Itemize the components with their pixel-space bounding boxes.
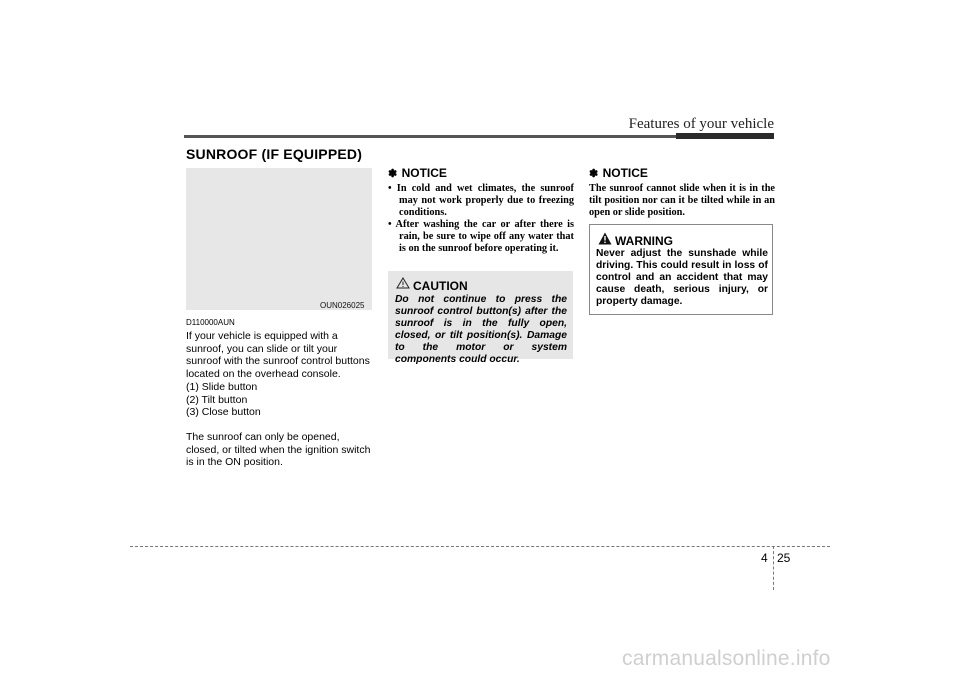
- notice-star-icon: ✽: [388, 168, 398, 180]
- notice-title: NOTICE: [401, 166, 447, 180]
- notice-star-icon: ✽: [589, 168, 599, 180]
- intro-text: [186, 330, 372, 469]
- notice-bullet: • After washing the car or after there is rain, be sure to wipe off any water that is on the sunroof before operating it.: [388, 219, 574, 254]
- notice-text: The sunroof cannot slide when it is in the tilt position nor can it be tilted while in an open or slide position.: [589, 183, 775, 218]
- header-tab-bar: [676, 133, 774, 139]
- page-number: 25: [777, 551, 791, 565]
- intro-paragraph: If your vehicle is equipped with a sunroof, you can slide or tilt your sunroof with the sunroof control buttons located on the overhead console.: [186, 330, 370, 381]
- caution-text: Do not continue to press the sunroof control button(s) after the sunroof is in the fully open, closed, or tilt position(s). Damage to the motor or system components could occur.: [395, 294, 567, 365]
- footer-rule: [130, 546, 830, 547]
- notice-heading: [589, 166, 775, 180]
- warning-triangle-icon: [598, 232, 612, 245]
- ignition-paragraph: The sunroof can only be opened, closed, or tilted when the ignition switch is in the ON position.: [186, 430, 371, 469]
- section-title: SUNROOF (IF EQUIPPED): [186, 146, 363, 162]
- running-header: Features of your vehicle: [628, 116, 774, 132]
- figure-code: OUN026025: [320, 301, 365, 310]
- button-list-item: (1) Slide button: [186, 380, 258, 393]
- notice-block-2: [589, 166, 775, 219]
- notice-block-1: [388, 166, 574, 255]
- sunroof-figure: [186, 168, 372, 310]
- notice-heading: [388, 166, 574, 180]
- button-list-item: (2) Tilt button: [186, 393, 248, 406]
- reference-code: D110000AUN: [186, 318, 235, 327]
- notice-list: [388, 183, 574, 255]
- warning-triangle-icon: [396, 277, 410, 289]
- caution-title: CAUTION: [413, 279, 468, 293]
- chapter-number: 4: [761, 551, 768, 565]
- notice-title: NOTICE: [602, 166, 648, 180]
- button-list-item: (3) Close button: [186, 406, 261, 419]
- footer-divider: [773, 546, 774, 590]
- warning-title: WARNING: [615, 234, 673, 248]
- notice-bullet: • In cold and wet climates, the sunroof may not work properly due to freezing conditions.: [388, 183, 574, 218]
- warning-text: Never adjust the sunshade while driving. This could result in loss of control and an accident that may cause death, serious injury, or property damage.: [596, 248, 768, 307]
- watermark: carmanualsonline.info: [622, 647, 831, 670]
